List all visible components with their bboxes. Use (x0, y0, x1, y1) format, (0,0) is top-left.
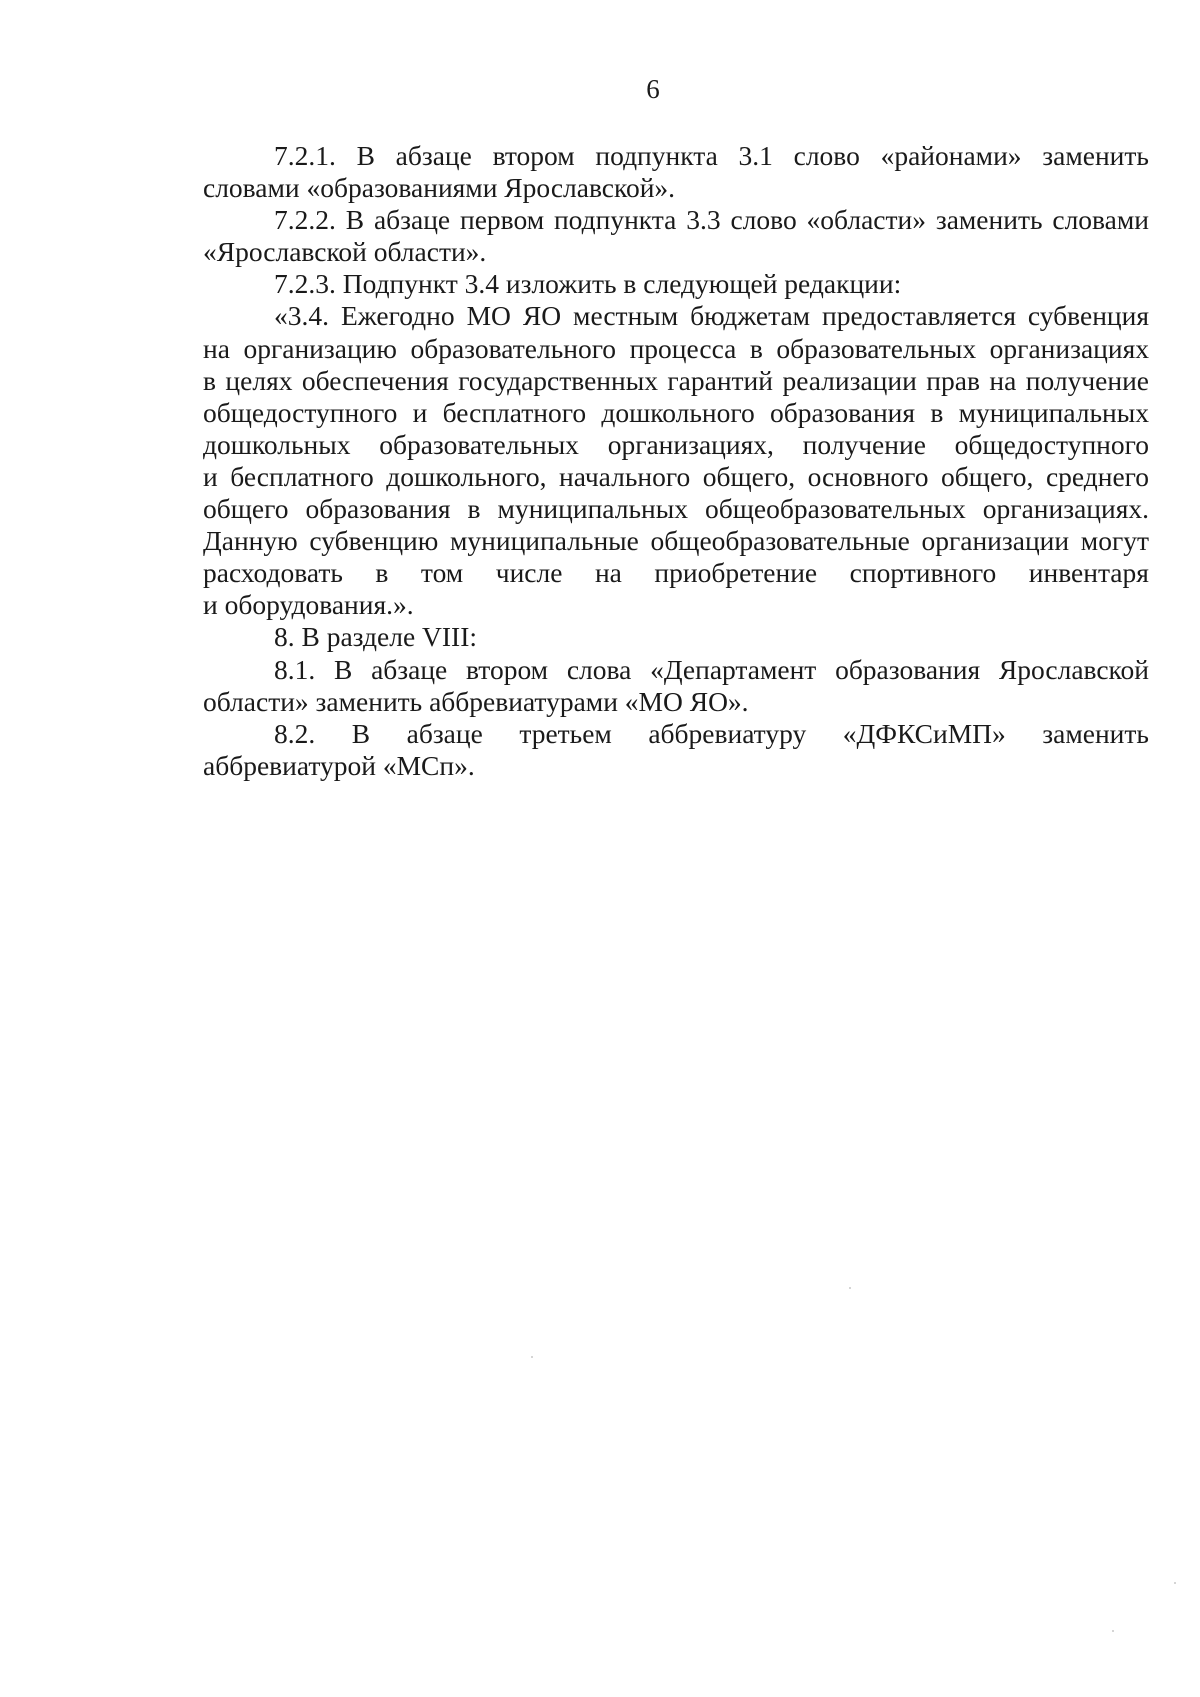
paragraph-7-2-1-line-1 (203, 140, 1149, 172)
word: расходовать (203, 557, 343, 589)
paragraph-3-4-line: общедоступного и бесплатного дошкольного образования в муниципальных (203, 396, 1149, 428)
paragraph-8-1-line-2: области» заменить аббревиатурами «МО ЯО». (203, 685, 749, 717)
paragraph-8-1 (203, 654, 1149, 718)
word: инвентаря (1028, 557, 1149, 589)
paragraph-8-2-line-1 (203, 718, 1149, 750)
word: втором (492, 140, 575, 171)
paragraph-7-2-2 (203, 204, 1149, 268)
paragraph-3-4-line-9 (203, 557, 1149, 589)
paragraph-3-4-line-10: и оборудования.». (203, 589, 414, 621)
word: подпункта (595, 140, 718, 171)
paragraph-8-line-1: 8. В разделе VIII: (274, 621, 478, 653)
word: том (420, 557, 464, 589)
scan-speck (1174, 1582, 1176, 1584)
page-number: 6 (646, 74, 660, 104)
word: «районами» (880, 140, 1022, 171)
paragraph-8-2-line-2: аббревиатурой «МСп». (203, 749, 475, 781)
word: «ДФКСиМП» (842, 717, 1006, 749)
word: приобретение (654, 557, 818, 589)
document-body (203, 140, 1149, 782)
scan-speck (531, 1356, 533, 1358)
word: на (594, 557, 622, 589)
paragraph-3-4-line: на организацию образовательного процесса в образовательных организациях (203, 332, 1149, 364)
paragraph-3-4-line: «3.4. Ежегодно МО ЯО местным бюджетам предоставляется субвенция (274, 300, 1149, 332)
paragraph-7-2-3-line-1: 7.2.3. Подпункт 3.4 изложить в следующей редакции: (274, 268, 902, 300)
word: В (351, 717, 371, 749)
paragraph-8-2 (203, 718, 1149, 782)
word: заменить (1042, 140, 1149, 171)
paragraph-7-2-1-line-2: словами «образованиями Ярославской». (203, 172, 676, 204)
paragraph-8-1-line-1: 8.1. В абзаце втором слова «Департамент образования Ярославской (274, 653, 1149, 685)
paragraph-7-2-2-line-2: «Ярославской области». (203, 236, 487, 268)
word: заменить (1042, 717, 1149, 749)
word: аббревиатуру (648, 717, 807, 749)
paragraph-3-4-quote (203, 300, 1149, 621)
paragraph-7-2-3 (203, 268, 1149, 300)
scan-speck (1112, 1630, 1114, 1632)
word: третьем (519, 717, 612, 749)
paragraph-3-4-line: и бесплатного дошкольного, начального общего, основного общего, среднего (203, 460, 1149, 492)
scan-speck (849, 1287, 851, 1289)
word: абзаце (406, 717, 483, 749)
paragraph-3-4-line: Данную субвенцию муниципальные общеобразовательные организации могут (203, 525, 1149, 557)
word: В (356, 140, 375, 171)
paragraph-3-4-line: в целях обеспечения государственных гарантий реализации прав на получение (203, 364, 1149, 396)
paragraph-7-2-1 (203, 140, 1149, 204)
word: числе (495, 557, 563, 589)
word: в (375, 557, 389, 589)
paragraph-7-2-2-line-1: 7.2.2. В абзаце первом подпункта 3.3 слово «области» заменить словами (274, 204, 1149, 236)
word: 7.2.1. (274, 140, 336, 171)
word: абзаце (395, 140, 472, 171)
word: 3.1 (738, 140, 773, 171)
word: слово (793, 140, 860, 171)
paragraph-3-4-line: дошкольных образовательных организациях, получение общедоступного (203, 428, 1149, 460)
paragraph-3-4-line: общего образования в муниципальных общеобразовательных организациях. (203, 493, 1149, 525)
paragraph-8 (203, 621, 1149, 653)
word: 8.2. (274, 717, 316, 749)
word: спортивного (849, 557, 997, 589)
